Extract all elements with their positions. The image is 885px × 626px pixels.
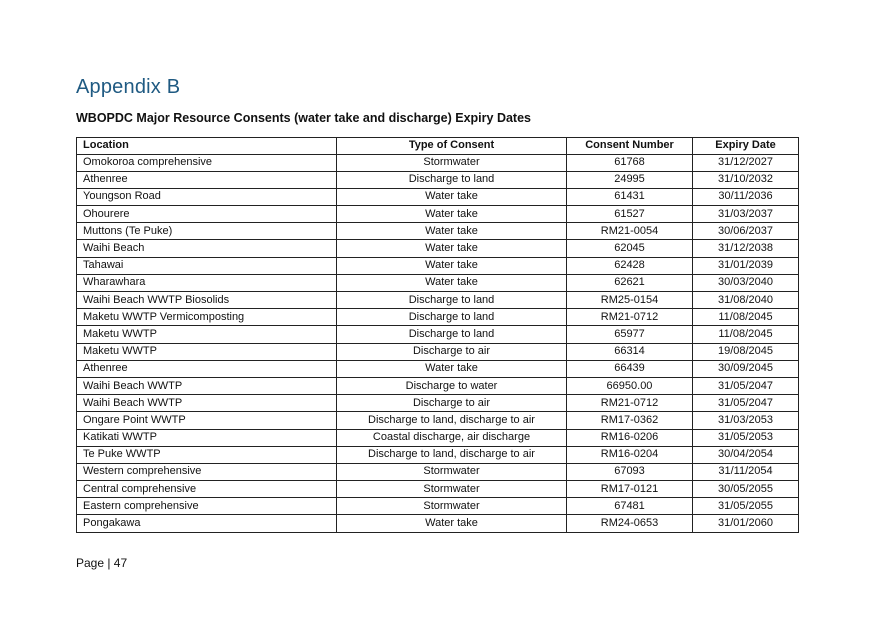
cell-expiry-date: 30/05/2055 [693, 481, 799, 498]
cell-expiry-date: 11/08/2045 [693, 326, 799, 343]
cell-location: Waihi Beach WWTP Biosolids [77, 292, 337, 309]
cell-type-of-consent: Discharge to air [337, 395, 567, 412]
table-row [77, 309, 799, 326]
cell-location: Ongare Point WWTP [77, 412, 337, 429]
cell-consent-number: 66439 [567, 360, 693, 377]
table-row [77, 292, 799, 309]
cell-expiry-date: 31/01/2060 [693, 515, 799, 532]
cell-expiry-date: 30/06/2037 [693, 223, 799, 240]
table-row [77, 206, 799, 223]
cell-consent-number: 67093 [567, 463, 693, 480]
table-row [77, 223, 799, 240]
cell-consent-number: RM21-0054 [567, 223, 693, 240]
cell-expiry-date: 31/01/2039 [693, 257, 799, 274]
cell-consent-number: RM24-0653 [567, 515, 693, 532]
table-row [77, 446, 799, 463]
cell-location: Katikati WWTP [77, 429, 337, 446]
cell-expiry-date: 31/12/2038 [693, 240, 799, 257]
table-row [77, 274, 799, 291]
cell-expiry-date: 31/05/2047 [693, 377, 799, 394]
cell-expiry-date: 11/08/2045 [693, 309, 799, 326]
cell-type-of-consent: Discharge to land [337, 309, 567, 326]
cell-location: Waihi Beach [77, 240, 337, 257]
cell-type-of-consent: Water take [337, 257, 567, 274]
cell-type-of-consent: Discharge to water [337, 377, 567, 394]
table-row [77, 188, 799, 205]
cell-location: Maketu WWTP [77, 343, 337, 360]
cell-expiry-date: 31/05/2053 [693, 429, 799, 446]
table-row [77, 463, 799, 480]
cell-location: Central comprehensive [77, 481, 337, 498]
cell-type-of-consent: Stormwater [337, 481, 567, 498]
cell-type-of-consent: Water take [337, 274, 567, 291]
table-row [77, 240, 799, 257]
header-consent-number: Consent Number [567, 138, 693, 155]
table-row [77, 377, 799, 394]
cell-location: Te Puke WWTP [77, 446, 337, 463]
header-row [77, 138, 799, 155]
cell-expiry-date: 30/04/2054 [693, 446, 799, 463]
table-row [77, 395, 799, 412]
cell-expiry-date: 30/09/2045 [693, 360, 799, 377]
table-row [77, 171, 799, 188]
cell-consent-number: 66314 [567, 343, 693, 360]
cell-consent-number: RM16-0204 [567, 446, 693, 463]
cell-consent-number: 62045 [567, 240, 693, 257]
cell-consent-number: 65977 [567, 326, 693, 343]
table-row [77, 360, 799, 377]
cell-consent-number: RM25-0154 [567, 292, 693, 309]
cell-type-of-consent: Water take [337, 515, 567, 532]
cell-type-of-consent: Stormwater [337, 463, 567, 480]
cell-expiry-date: 31/03/2037 [693, 206, 799, 223]
cell-type-of-consent: Discharge to land, discharge to air [337, 446, 567, 463]
cell-consent-number: RM16-0206 [567, 429, 693, 446]
cell-expiry-date: 30/03/2040 [693, 274, 799, 291]
cell-consent-number: 61768 [567, 154, 693, 171]
cell-expiry-date: 31/12/2027 [693, 154, 799, 171]
cell-consent-number: 67481 [567, 498, 693, 515]
cell-type-of-consent: Discharge to land [337, 171, 567, 188]
table-row [77, 429, 799, 446]
table-header [77, 138, 799, 155]
cell-type-of-consent: Stormwater [337, 498, 567, 515]
cell-expiry-date: 31/05/2047 [693, 395, 799, 412]
cell-consent-number: 61527 [567, 206, 693, 223]
header-location: Location [77, 138, 337, 155]
cell-location: Tahawai [77, 257, 337, 274]
cell-location: Ohourere [77, 206, 337, 223]
cell-type-of-consent: Water take [337, 206, 567, 223]
cell-location: Athenree [77, 360, 337, 377]
table-title: WBOPDC Major Resource Consents (water take and discharge) Expiry Dates [76, 111, 531, 125]
cell-location: Maketu WWTP [77, 326, 337, 343]
table-body [77, 154, 799, 532]
cell-location: Muttons (Te Puke) [77, 223, 337, 240]
cell-location: Eastern comprehensive [77, 498, 337, 515]
page-heading: Appendix B [76, 76, 181, 98]
cell-type-of-consent: Stormwater [337, 154, 567, 171]
cell-consent-number: 62621 [567, 274, 693, 291]
cell-consent-number: 62428 [567, 257, 693, 274]
cell-type-of-consent: Water take [337, 223, 567, 240]
cell-consent-number: RM17-0362 [567, 412, 693, 429]
cell-type-of-consent: Water take [337, 188, 567, 205]
cell-type-of-consent: Discharge to land [337, 292, 567, 309]
table-row [77, 326, 799, 343]
header-expiry-date: Expiry Date [693, 138, 799, 155]
cell-expiry-date: 31/05/2055 [693, 498, 799, 515]
cell-consent-number: 61431 [567, 188, 693, 205]
cell-location: Waihi Beach WWTP [77, 377, 337, 394]
cell-type-of-consent: Discharge to air [337, 343, 567, 360]
cell-location: Youngson Road [77, 188, 337, 205]
cell-type-of-consent: Discharge to land, discharge to air [337, 412, 567, 429]
resource-consents-table [76, 137, 799, 533]
cell-type-of-consent: Discharge to land [337, 326, 567, 343]
table-row [77, 412, 799, 429]
table-row [77, 257, 799, 274]
cell-expiry-date: 31/03/2053 [693, 412, 799, 429]
table-row [77, 498, 799, 515]
cell-location: Wharawhara [77, 274, 337, 291]
cell-consent-number: 66950.00 [567, 377, 693, 394]
cell-type-of-consent: Coastal discharge, air discharge [337, 429, 567, 446]
cell-location: Pongakawa [77, 515, 337, 532]
cell-type-of-consent: Water take [337, 240, 567, 257]
cell-location: Maketu WWTP Vermicomposting [77, 309, 337, 326]
cell-expiry-date: 19/08/2045 [693, 343, 799, 360]
header-type-of-consent: Type of Consent [337, 138, 567, 155]
cell-expiry-date: 31/10/2032 [693, 171, 799, 188]
table-row [77, 343, 799, 360]
cell-consent-number: 24995 [567, 171, 693, 188]
cell-expiry-date: 30/11/2036 [693, 188, 799, 205]
cell-expiry-date: 31/08/2040 [693, 292, 799, 309]
cell-location: Western comprehensive [77, 463, 337, 480]
cell-location: Athenree [77, 171, 337, 188]
cell-type-of-consent: Water take [337, 360, 567, 377]
table-row [77, 154, 799, 171]
page-number: Page | 47 [76, 556, 128, 570]
table-row [77, 481, 799, 498]
cell-consent-number: RM17-0121 [567, 481, 693, 498]
cell-location: Omokoroa comprehensive [77, 154, 337, 171]
cell-consent-number: RM21-0712 [567, 395, 693, 412]
table-row [77, 515, 799, 532]
cell-location: Waihi Beach WWTP [77, 395, 337, 412]
cell-expiry-date: 31/11/2054 [693, 463, 799, 480]
cell-consent-number: RM21-0712 [567, 309, 693, 326]
